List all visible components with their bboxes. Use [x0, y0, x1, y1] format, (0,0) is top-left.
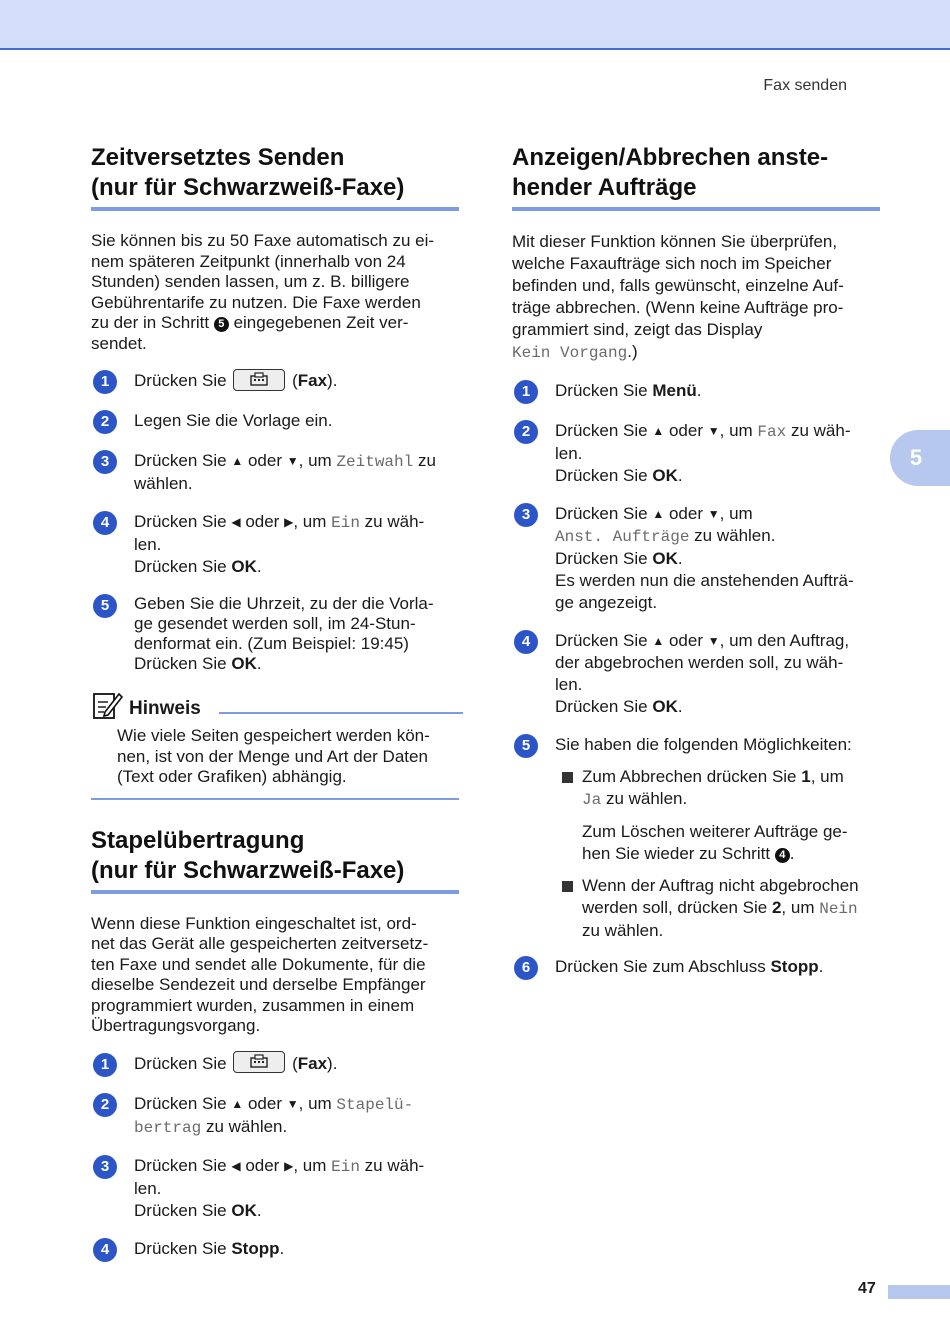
chapter-tab-label: 5: [909, 445, 923, 470]
text: Drücken Sie zum Abschluss: [555, 957, 766, 976]
text: , um: [298, 1093, 332, 1113]
text-line: net das Gerät alle gespeicherten zeitversetz-: [91, 934, 429, 953]
fax-key-icon: [233, 369, 285, 391]
text: Drücken Sie: [134, 1155, 227, 1175]
text-line: zu der in Schritt: [91, 313, 210, 332]
step: [512, 503, 884, 614]
text: zu wäh-: [364, 1155, 425, 1175]
text: .: [256, 1200, 262, 1220]
text-line: träge abbrechen. (Wenn keine Aufträge pro-: [512, 298, 844, 317]
page-number-bar: [888, 1285, 950, 1299]
key-name: Fax: [297, 1053, 328, 1073]
text: Drücken Sie: [134, 1093, 227, 1113]
option-item: [555, 875, 884, 942]
text: , um: [719, 504, 753, 523]
intro-paragraph: [512, 231, 880, 364]
option-item: [555, 766, 884, 811]
text: Zum Löschen weiterer Aufträge ge-: [582, 822, 848, 841]
step-number: 2: [93, 1093, 117, 1117]
text: Drücken Sie: [134, 1053, 227, 1073]
text: Legen Sie die Vorlage ein.: [134, 411, 333, 430]
text: , um: [293, 1155, 327, 1175]
text-line: programmiert wurden, zusammen in einem: [91, 995, 415, 1015]
step-number: 2: [93, 410, 117, 434]
text: (: [292, 371, 298, 390]
text: wählen.: [134, 474, 193, 493]
step-number: 4: [514, 630, 538, 654]
option-continuation: [582, 821, 884, 865]
lcd-text: Fax: [757, 423, 787, 441]
text-line: nem späteren Zeitpunkt (innerhalb von 24: [91, 251, 406, 271]
lcd-text: Ein: [331, 514, 360, 532]
text: zu wählen.: [582, 921, 664, 940]
lcd-text: Anst. Aufträge: [555, 528, 690, 546]
text-line: Gebührentarife zu nutzen. Die Faxe werden: [91, 292, 421, 312]
text-line: befinden und, falls gewünscht, einzelne Auf-: [512, 276, 844, 295]
step-number: 3: [93, 450, 117, 474]
arrow-right-icon: ▶: [284, 515, 294, 529]
text: Wenn der Auftrag nicht abgebrochen: [582, 876, 859, 895]
step: [91, 410, 463, 434]
arrow-up-icon: ▲: [652, 634, 665, 648]
text: zu wäh-: [790, 421, 851, 440]
text: zu wäh-: [364, 512, 425, 531]
text: Drücken Sie: [134, 1238, 227, 1258]
arrow-right-icon: ▶: [284, 1158, 294, 1173]
text: oder: [668, 631, 703, 650]
step: [91, 1238, 463, 1262]
text: len.: [134, 535, 162, 554]
text: .: [677, 549, 683, 568]
key-name: OK: [652, 466, 678, 485]
text-line: Wie viele Seiten gespeichert werden kön-: [117, 726, 430, 745]
step-list: [91, 370, 463, 674]
right-column: [512, 143, 884, 996]
bullet-square-icon: [562, 881, 573, 892]
text: , um den Auftrag,: [719, 631, 850, 650]
title-rule: [91, 890, 459, 894]
lcd-text: Ein: [331, 1157, 360, 1176]
text: Drücken Sie: [555, 697, 648, 716]
text: Zum Abbrechen drücken Sie: [582, 767, 797, 786]
text: Drücken Sie: [555, 381, 648, 400]
note-text: [117, 726, 461, 788]
text: oder: [668, 504, 703, 523]
step: [512, 956, 884, 980]
arrow-up-icon: ▲: [652, 507, 665, 521]
step-number: 3: [514, 503, 538, 527]
step-number: 1: [93, 370, 117, 394]
text: denformat ein. (Zum Beispiel: 19:45): [134, 634, 409, 653]
text: oder: [247, 451, 282, 470]
text: Drücken Sie: [134, 512, 227, 531]
key-name: 2: [771, 898, 782, 917]
step-number: 6: [514, 956, 538, 980]
note-rule-top: [219, 712, 463, 714]
arrow-down-icon: ▼: [707, 634, 720, 648]
text: Drücken Sie: [134, 451, 227, 470]
text: ge gesendet werden soll, im 24-Stun-: [134, 614, 416, 633]
text: .): [627, 342, 638, 361]
text: Drücken Sie: [555, 549, 648, 568]
text: oder: [247, 1093, 282, 1113]
step: [512, 380, 884, 404]
text: (: [292, 1053, 298, 1073]
text: der abgebrochen werden soll, zu wäh-: [555, 653, 844, 672]
key-name: OK: [231, 654, 257, 673]
lcd-text: Stapelü-: [336, 1095, 414, 1114]
key-name: Stopp: [770, 957, 819, 976]
option-list: [555, 766, 884, 942]
lcd-text: Kein Vorgang: [512, 344, 628, 362]
step-ref-badge: 5: [214, 317, 229, 332]
text: werden soll, drücken Sie: [582, 898, 768, 917]
text: Drücken Sie: [134, 557, 227, 576]
arrow-up-icon: ▲: [231, 1096, 244, 1111]
text-line: grammiert sind, zeigt das Display: [512, 320, 763, 339]
lcd-text: Ja: [582, 791, 602, 809]
step: [91, 450, 463, 495]
text-line: Sie können bis zu 50 Faxe automatisch zu ei-: [91, 231, 435, 250]
lcd-text: bertrag: [134, 1118, 202, 1137]
text-line: dieselbe Sendezeit und derselbe Empfänger: [91, 975, 426, 994]
text: .: [256, 557, 262, 576]
text: .: [256, 654, 262, 673]
title-line: Anzeigen/Abbrechen anste-: [512, 144, 829, 171]
text: Drücken Sie: [134, 654, 227, 673]
step-number: 4: [93, 1238, 117, 1262]
text: Drücken Sie: [134, 1200, 227, 1220]
section-title-batch-transmission: [91, 826, 463, 886]
text-line: Übertragungsvorgang.: [91, 1016, 261, 1035]
step: [91, 511, 463, 578]
step-ref-badge: 4: [775, 848, 790, 863]
step-number: 1: [93, 1053, 117, 1077]
section-title-delayed-send: [91, 143, 463, 203]
step-number: 2: [514, 420, 538, 444]
lcd-text: Zeitwahl: [336, 453, 414, 471]
step-number: 1: [514, 380, 538, 404]
intro-paragraph: [91, 914, 459, 1037]
text-line: eingegebenen Zeit ver-: [233, 313, 409, 332]
intro-paragraph: [91, 231, 459, 354]
left-column: [91, 143, 463, 1278]
text: len.: [134, 1178, 162, 1198]
chapter-tab: [890, 430, 950, 486]
running-header: Fax senden: [763, 77, 847, 94]
text: oder: [668, 421, 703, 440]
arrow-left-icon: ◀: [231, 1158, 241, 1173]
step: [91, 1053, 463, 1077]
text: .: [818, 957, 824, 976]
step: [91, 594, 463, 674]
text: , um: [293, 512, 327, 531]
key-name: Stopp: [231, 1238, 280, 1258]
text: ).: [327, 1053, 338, 1073]
text: .: [789, 844, 795, 863]
fax-key-icon: [233, 1051, 285, 1073]
section-title-view-cancel-jobs: [512, 143, 884, 203]
text-line: (Text oder Grafiken) abhängig.: [117, 767, 347, 786]
step: [91, 1155, 463, 1222]
arrow-up-icon: ▲: [231, 454, 244, 468]
text: oder: [245, 1155, 280, 1175]
text: len.: [555, 444, 583, 463]
page-number: 47: [858, 1280, 876, 1297]
text: zu wählen.: [694, 526, 776, 545]
key-name: OK: [652, 549, 678, 568]
text: ge angezeigt.: [555, 593, 658, 612]
arrow-down-icon: ▼: [707, 424, 720, 438]
note-pencil-icon: [91, 690, 123, 720]
text-line: Mit dieser Funktion können Sie überprüfen,: [512, 232, 838, 251]
text: Geben Sie die Uhrzeit, zu der die Vorla-: [134, 594, 434, 613]
note-box: [91, 690, 463, 800]
arrow-down-icon: ▼: [707, 507, 720, 521]
bullet-square-icon: [562, 772, 573, 783]
text: Drücken Sie: [555, 466, 648, 485]
text: Drücken Sie: [555, 504, 648, 523]
top-banner: [0, 0, 950, 50]
step-number: 4: [93, 511, 117, 535]
text: .: [696, 381, 702, 400]
title-rule: [512, 207, 880, 211]
text: , um: [781, 898, 815, 917]
text: Drücken Sie: [134, 371, 227, 390]
key-name: OK: [231, 1200, 257, 1220]
step: [91, 370, 463, 394]
text-line: nen, ist von der Menge und Art der Daten: [117, 746, 428, 766]
text: , um: [298, 451, 332, 470]
arrow-down-icon: ▼: [286, 1096, 299, 1111]
text: hen Sie wieder zu Schritt: [582, 844, 771, 863]
text: len.: [555, 675, 583, 694]
text: , um: [719, 421, 753, 440]
step-number: 5: [93, 594, 117, 618]
key-name: Fax: [297, 371, 328, 390]
text: zu: [417, 451, 436, 470]
note-label: Hinweis: [129, 698, 201, 719]
text: .: [279, 1238, 285, 1258]
title-line: hender Aufträge: [512, 174, 697, 201]
text: Es werden nun die anstehenden Aufträ-: [555, 571, 854, 590]
step: [91, 1093, 463, 1139]
step-number: 3: [93, 1155, 117, 1179]
arrow-up-icon: ▲: [652, 424, 665, 438]
title-rule: [91, 207, 459, 211]
step: [512, 630, 884, 718]
step: [512, 420, 884, 487]
text: zu wählen.: [205, 1116, 288, 1136]
text: Sie haben die folgenden Möglichkeiten:: [555, 735, 852, 754]
note-rule-bottom: [91, 798, 459, 800]
step: [512, 734, 884, 758]
text: zu wählen.: [605, 789, 688, 808]
key-name: 1: [801, 767, 811, 786]
text: .: [677, 466, 683, 485]
text-line: welche Faxaufträge sich noch im Speicher: [512, 254, 832, 273]
text: .: [677, 697, 683, 716]
text-line: Stunden) senden lassen, um z. B. billigere: [91, 272, 410, 291]
key-name: OK: [652, 697, 678, 716]
text-line: sendet.: [91, 333, 147, 353]
text: Drücken Sie: [555, 631, 648, 650]
title-line: (nur für Schwarzweiß-Faxe): [91, 174, 405, 201]
text: oder: [245, 512, 280, 531]
step-list: [91, 1053, 463, 1262]
title-line: Zeitversetztes Senden: [91, 144, 345, 171]
text: , um: [810, 767, 844, 786]
title-line: (nur für Schwarzweiß-Faxe): [91, 856, 405, 884]
step-number: 5: [514, 734, 538, 758]
step-list: [512, 380, 884, 980]
title-line: Stapelübertragung: [91, 826, 305, 854]
key-name: Menü: [652, 381, 697, 400]
text-line: Wenn diese Funktion eingeschaltet ist, ord-: [91, 913, 417, 933]
text-line: ten Faxe und sendet alle Dokumente, für die: [91, 954, 426, 974]
text: Drücken Sie: [555, 421, 648, 440]
text: ).: [327, 371, 338, 390]
arrow-left-icon: ◀: [231, 515, 241, 529]
lcd-text: Nein: [819, 900, 858, 918]
arrow-down-icon: ▼: [286, 454, 299, 468]
key-name: OK: [231, 557, 257, 576]
